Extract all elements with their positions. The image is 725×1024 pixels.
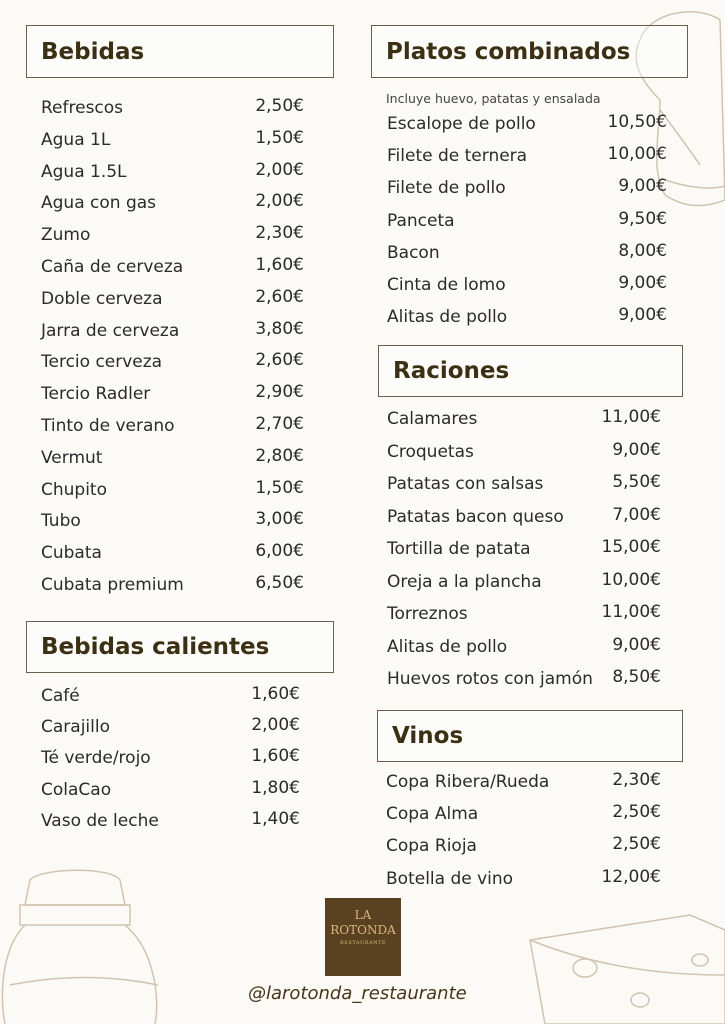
bebidas-item-name: Jarra de cerveza [41,320,180,341]
raciones-item-name: Alitas de pollo [387,636,508,657]
raciones-title: Raciones [393,358,510,384]
platos-item-name: Panceta [387,210,455,231]
bebidas-item-name: Caña de cerveza [41,257,184,277]
bebidas-item-price: 2,00€ [255,159,304,180]
platos-title: Platos combinados [386,38,631,65]
vinos-header [377,710,683,762]
bebidas-item-name: Tercio cerveza [41,352,163,373]
raciones-item-price: 11,00€ [601,407,661,427]
platos-header [371,25,688,78]
bebidas-item-name: Tercio Radler [41,384,151,405]
platos-item-name: Filete de ternera [387,146,528,167]
calientes-item-name: Café [41,686,80,706]
platos-item-name: Escalope de pollo [387,114,536,134]
raciones-item-price: 9,00€ [612,439,661,460]
platos-item-price: 8,00€ [618,240,667,261]
bebidas-item-price: 2,70€ [255,414,304,434]
calientes-item-price: 1,40€ [251,808,300,829]
raciones-item-price: 8,50€ [612,667,661,687]
cheese-illustration [530,915,725,1024]
raciones-item-price: 7,00€ [612,504,661,525]
platos-item-name: Alitas de pollo [387,307,508,328]
raciones-item-name: Huevos rotos con jamón [387,669,593,689]
bebidas-item-price: 2,80€ [255,445,304,466]
raciones-item-price: 15,00€ [601,537,661,557]
salt-shaker-illustration [25,870,125,905]
bebidas-title: Bebidas [41,38,145,65]
vinos-item-name: Copa Rioja [386,836,477,857]
raciones-header [378,345,683,397]
calientes-title: Bebidas calientes [41,634,270,660]
bebidas-item-name: Tinto de verano [41,416,175,436]
bebidas-item-price: 1,50€ [255,477,304,498]
bebidas-item-name: Cubata premium [41,575,184,595]
bebidas-item-name: Doble cerveza [41,288,163,309]
vinos-item-price: 12,00€ [601,866,661,887]
vinos-item-name: Botella de vino [386,868,514,889]
bebidas-item-price: 3,00€ [255,509,304,530]
bebidas-header [26,25,334,78]
calientes-item-name: ColaCao [41,779,112,800]
bebidas-item-name: Agua con gas [41,193,157,214]
bebidas-item-price: 2,60€ [255,286,304,307]
calientes-item-name: Vaso de leche [41,810,159,831]
raciones-item-price: 5,50€ [612,472,661,492]
vinos-item-name: Copa Ribera/Rueda [386,772,550,792]
vinos-item-name: Copa Alma [386,804,479,825]
platos-item-price: 9,00€ [618,273,667,293]
bebidas-item-price: 2,00€ [255,191,304,212]
platos-item-price: 9,50€ [618,208,667,229]
raciones-item-name: Tortilla de patata [387,539,531,559]
bebidas-item-price: 2,50€ [255,96,304,116]
logo-line3: RESTAURANTE [340,940,386,946]
bebidas-item-name: Zumo [41,225,91,246]
bebidas-item-name: Agua 1L [41,129,111,150]
platos-item-name: Filete de pollo [387,178,506,199]
logo-line2: ROTONDA [330,923,396,937]
bebidas-item-name: Vermut [41,447,103,468]
platos-item-name: Bacon [387,242,440,263]
bebidas-item-price: 6,00€ [255,541,304,562]
logo-line1: LA [354,908,372,922]
bebidas-item-name: Tubo [41,511,81,532]
raciones-item-price: 11,00€ [601,602,661,622]
instagram-handle[interactable]: @larotonda_restaurante [248,983,467,1004]
platos-item-price: 10,50€ [607,112,667,132]
raciones-item-name: Patatas bacon queso [387,506,564,527]
bebidas-item-name: Chupito [41,479,107,500]
platos-note: Incluye huevo, patatas y ensalada [386,91,601,106]
calientes-item-name: Té verde/rojo [41,748,151,769]
platos-item-price: 9,00€ [618,305,667,326]
calientes-item-name: Carajillo [41,717,110,738]
platos-item-name: Cinta de lomo [387,275,506,295]
bebidas-item-price: 2,60€ [255,350,304,371]
bebidas-item-name: Cubata [41,543,102,564]
vinos-item-price: 2,30€ [612,770,661,790]
bebidas-item-price: 1,60€ [255,255,304,275]
calientes-item-price: 1,80€ [251,777,300,798]
raciones-item-name: Calamares [387,409,478,429]
raciones-item-name: Patatas con salsas [387,474,544,494]
bebidas-item-price: 6,50€ [255,573,304,593]
bebidas-item-price: 1,50€ [255,127,304,148]
raciones-item-price: 10,00€ [601,569,661,590]
bebidas-item-name: Agua 1.5L [41,161,127,182]
platos-item-price: 9,00€ [618,176,667,197]
vinos-title: Vinos [392,723,464,749]
calientes-item-price: 2,00€ [251,715,300,736]
raciones-item-price: 9,00€ [612,634,661,655]
bebidas-item-name: Refrescos [41,98,124,118]
bebidas-item-price: 2,90€ [255,382,304,403]
raciones-item-name: Torreznos [387,604,468,624]
vinos-item-price: 2,50€ [612,802,661,823]
bebidas-item-price: 2,30€ [255,223,304,244]
vinos-item-price: 2,50€ [612,834,661,855]
restaurant-logo [325,898,401,976]
calientes-item-price: 1,60€ [251,746,300,767]
calientes-header [26,621,334,673]
calientes-item-price: 1,60€ [251,684,300,704]
raciones-item-name: Oreja a la plancha [387,571,542,592]
platos-item-price: 10,00€ [607,144,667,165]
bebidas-item-price: 3,80€ [255,318,304,339]
raciones-item-name: Croquetas [387,441,474,462]
